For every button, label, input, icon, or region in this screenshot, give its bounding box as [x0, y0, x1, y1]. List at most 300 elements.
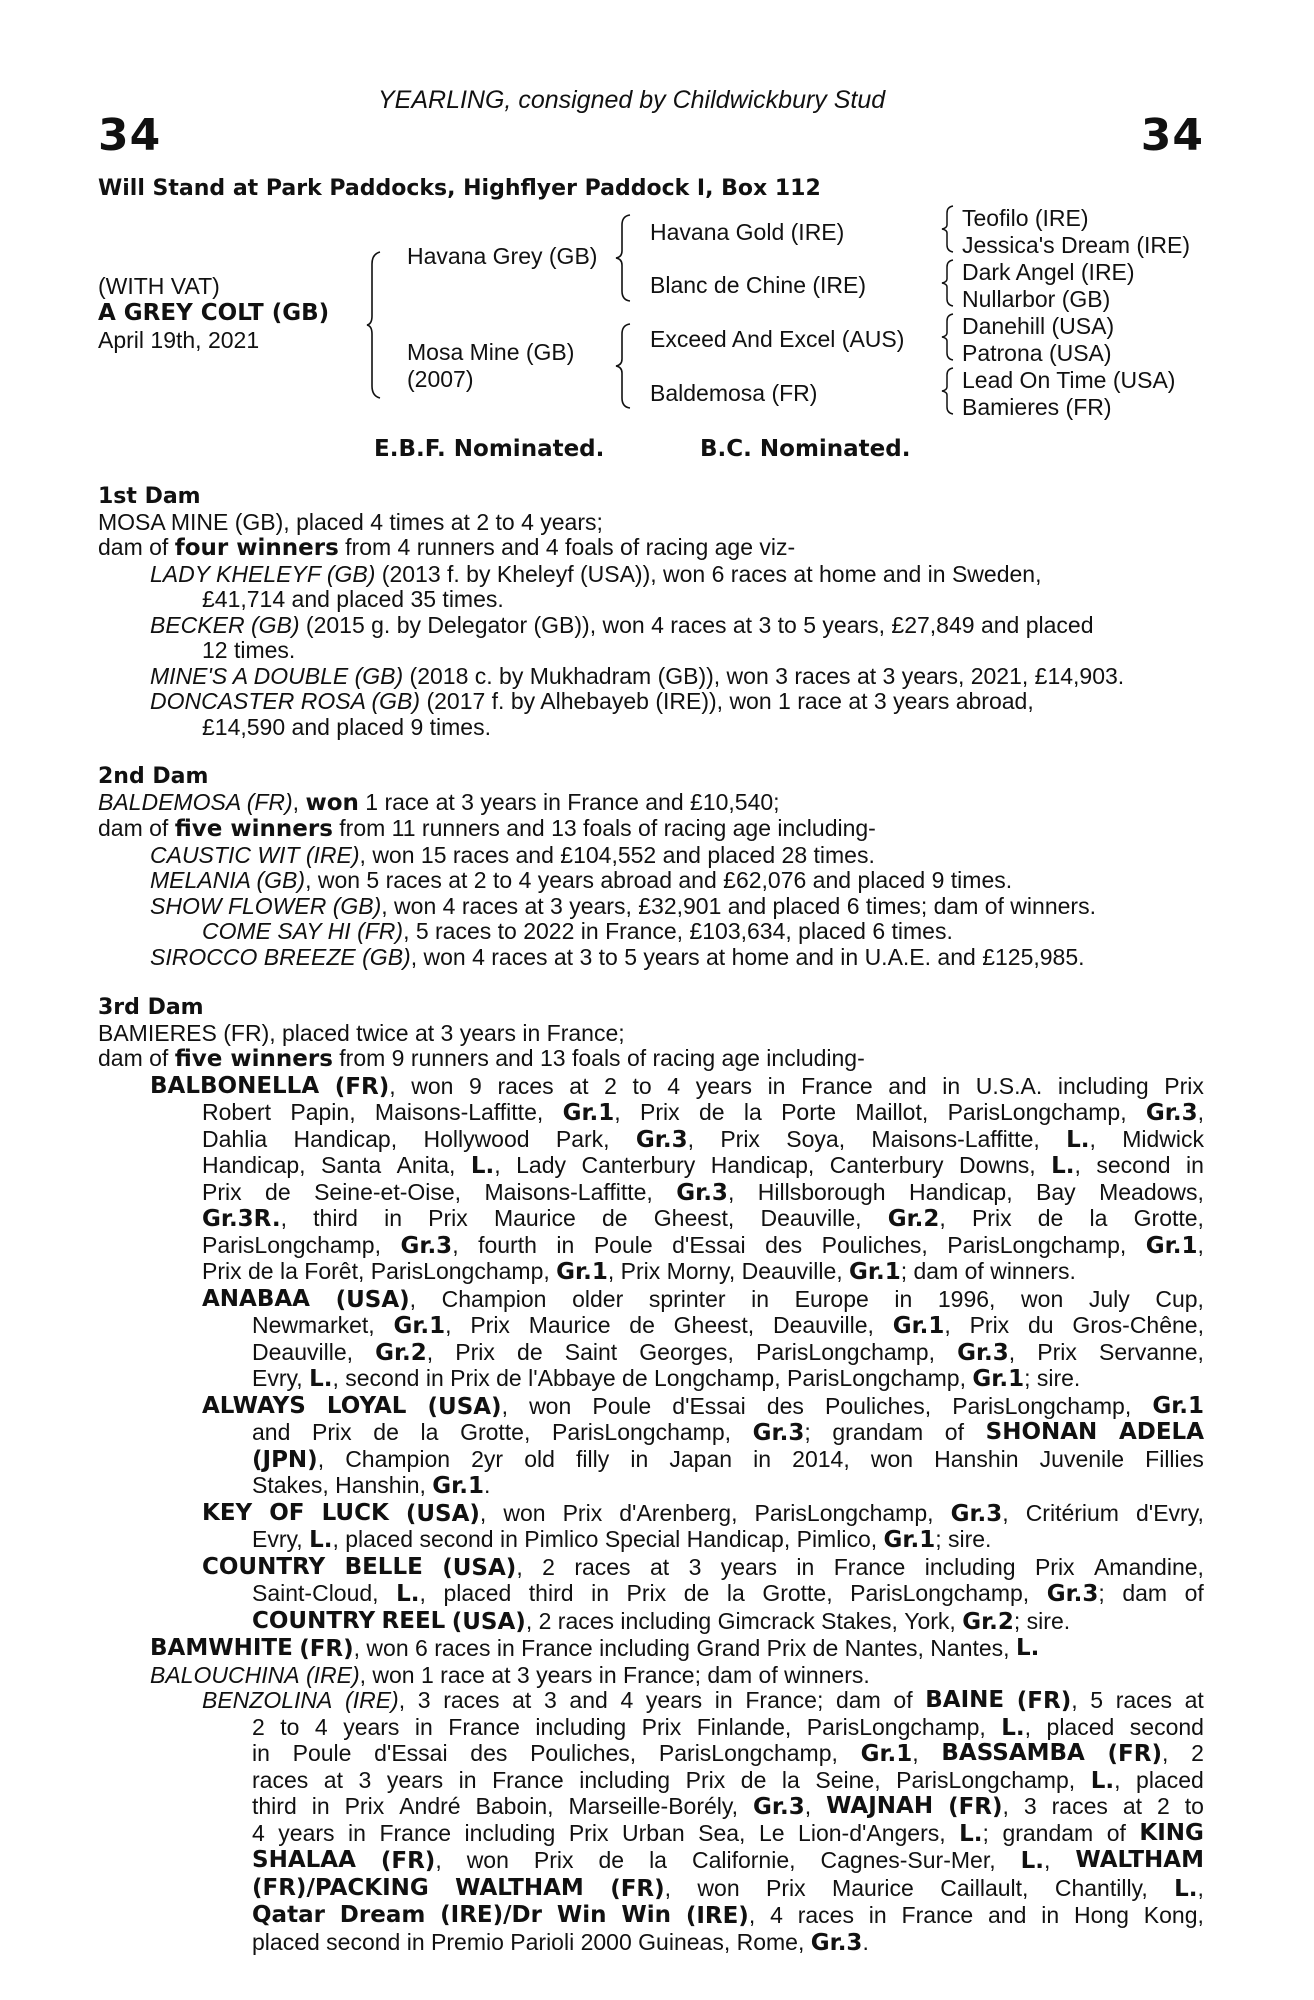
bold-text: ADELA [1118, 1419, 1204, 1445]
text: Pimlico [524, 1526, 599, 1552]
text: 3 [516, 1661, 530, 1688]
text: , [727, 1178, 735, 1205]
text: years [536, 1661, 593, 1688]
text: Deauville, [741, 1258, 843, 1284]
text: won [1021, 1285, 1064, 1312]
bold-text: L. [1015, 1635, 1040, 1661]
text-group [252, 1447, 324, 1474]
text: de [683, 1580, 710, 1606]
produce-entry: LADY KHELEYF (GB) (2013 f. by Kheleyf (USA)), won 6 races at home and in Sweden, [150, 560, 1042, 587]
text: dam [1122, 1580, 1168, 1606]
text: de [698, 1099, 725, 1125]
text-group [1001, 1715, 1031, 1742]
text: Pouliches, [821, 1231, 928, 1258]
text: in [767, 1072, 786, 1099]
text: Forêt, [304, 1258, 365, 1284]
bold-text: (FR)/PACKING [252, 1874, 429, 1901]
bold-text: L. [1090, 1767, 1115, 1794]
text: ; [804, 1419, 811, 1445]
text: , [1002, 1499, 1009, 1526]
text: Maurice [832, 1874, 914, 1901]
text: 3 [688, 1553, 702, 1580]
bold-text: L. [396, 1581, 420, 1607]
text: Meadows, [1099, 1178, 1204, 1205]
text: in [714, 1687, 733, 1713]
bold-text: Gr.2 [887, 1206, 940, 1232]
text: Stakes, [821, 1607, 898, 1634]
produce-line [98, 1259, 1204, 1286]
produce-line [98, 1715, 1204, 1742]
text: Prix [202, 1178, 242, 1205]
text-group [1091, 1768, 1121, 1795]
text: , [398, 1687, 406, 1713]
text: Guineas, [638, 1928, 731, 1955]
text-group [471, 1153, 501, 1180]
text: ParisLongchamp, [947, 1231, 1127, 1258]
text: Californie, [691, 1847, 796, 1873]
text: des [765, 1231, 803, 1258]
produce-line [98, 1500, 1204, 1528]
text: years [386, 1766, 444, 1793]
text-group [202, 1206, 287, 1233]
text: Newmarket, [252, 1312, 375, 1338]
text: , [332, 1526, 339, 1552]
text: in [598, 1661, 617, 1688]
bold-text: Gr.3 [400, 1232, 453, 1259]
text: , [1197, 1099, 1204, 1125]
text-group [336, 1287, 416, 1314]
text: Seine, [815, 1766, 881, 1793]
text: Evry, [252, 1526, 303, 1552]
text: Seine-et-Oise, [314, 1178, 462, 1205]
text-group [406, 1501, 486, 1528]
text: race [440, 1661, 485, 1688]
text: , [426, 1338, 434, 1365]
pedigree-brace-main [366, 250, 386, 400]
text: 2014, [792, 1445, 850, 1472]
text: at [1184, 1687, 1204, 1713]
text-group [396, 1581, 426, 1608]
bold-text: Qatar [252, 1902, 325, 1928]
text: Pouliches, [825, 1392, 932, 1419]
text: ; [1013, 1607, 1021, 1634]
text: Prix [428, 1205, 468, 1231]
text: , [687, 1125, 694, 1152]
bold-text: Gr.1 [432, 1473, 484, 1499]
text: including [924, 1553, 1016, 1580]
bold-text: SHALAA [252, 1847, 356, 1873]
text: Deauville, [772, 1312, 874, 1338]
text: Lady [516, 1152, 566, 1178]
pedigree-sd: Blanc de Chine (IRE) [650, 272, 867, 298]
text: , [1162, 1740, 1169, 1766]
text: France [833, 1553, 906, 1580]
text: Prix [639, 1099, 680, 1125]
produce-entry-cont: £41,714 and placed 35 times. [202, 586, 504, 612]
text: winners. [784, 1661, 870, 1688]
text: la [726, 1580, 745, 1606]
text: Prix [455, 1338, 495, 1365]
text: Premio [431, 1928, 504, 1955]
text: 2 [538, 1607, 552, 1634]
text: Handicap, [293, 1125, 398, 1152]
text: Hollywood [423, 1125, 530, 1152]
text: second [419, 1526, 494, 1552]
text: ParisLongchamp, [787, 1365, 966, 1391]
text: d'Arenberg, [619, 1499, 738, 1526]
text: dam [836, 1687, 881, 1713]
text: Downs, [958, 1152, 1036, 1178]
text: ParisLongchamp, [658, 1740, 838, 1766]
text: sire. [1026, 1607, 1071, 1634]
text: Poule [593, 1231, 653, 1258]
text: Prix [1164, 1072, 1204, 1099]
text-group [959, 1821, 989, 1848]
bold-text: Gr.3 [957, 1339, 1009, 1366]
text: , [494, 1152, 501, 1178]
text: years [695, 1072, 752, 1099]
text: won [503, 1499, 546, 1526]
text: placed [345, 1526, 414, 1552]
text: , [501, 1392, 508, 1419]
bold-text: OF [269, 1499, 305, 1526]
text: Marseille-Borély, [568, 1793, 739, 1819]
first-dam-produce-summary: dam of four winners from 4 runners and 4 foals of racing age viz- [98, 534, 796, 561]
bold-text: Gr.2 [962, 1608, 1014, 1635]
text-group [1146, 1233, 1204, 1260]
text-group [432, 1473, 490, 1500]
text: Grand [696, 1635, 761, 1661]
text-group [1051, 1153, 1081, 1180]
text: d'Essai [672, 1392, 746, 1419]
text: ; [935, 1526, 942, 1552]
text: Grotte, [460, 1419, 531, 1445]
bold-text: BALBONELLA [150, 1072, 320, 1099]
text: , [419, 1580, 426, 1606]
bold-text: L. [1066, 1126, 1090, 1153]
text: la [649, 1847, 667, 1873]
text-group [1021, 1848, 1051, 1875]
text: Critérium [1025, 1499, 1119, 1526]
bold-text: ALWAYS [202, 1392, 306, 1419]
text: 3 [358, 1766, 372, 1793]
text: Prix [202, 1258, 242, 1284]
text: third [313, 1205, 358, 1231]
text: Prix [626, 1580, 667, 1606]
text: la [1089, 1205, 1108, 1231]
text: 5 [1090, 1687, 1104, 1713]
bold-text: (FR) [948, 1794, 1003, 1820]
text: , [1024, 1713, 1032, 1740]
produce-line [98, 1768, 1204, 1795]
text: Anita, [396, 1152, 456, 1178]
text: dam [913, 1258, 959, 1284]
text: winners. [990, 1258, 1076, 1284]
bold-text: COUNTRY [202, 1553, 326, 1580]
bold-text: Gr.3 [753, 1794, 805, 1820]
text: York, [904, 1607, 956, 1634]
text-group [686, 1903, 755, 1930]
text: , [516, 1553, 523, 1580]
text-group [452, 1609, 532, 1636]
text: , [445, 1312, 452, 1338]
bold-text: KING [1139, 1819, 1204, 1846]
first-dam-summary: MOSA MINE (GB), placed 4 times at 2 to 4 years; [98, 508, 603, 535]
text-group [610, 1876, 671, 1903]
bold-text: Win [621, 1902, 671, 1928]
text: , [664, 1874, 672, 1901]
text: Hillsborough [757, 1178, 886, 1205]
pedigree-sdd: Nullarbor (GB) [962, 286, 1111, 312]
text: , [435, 1847, 442, 1873]
text-group [753, 1420, 811, 1447]
text: , [1114, 1766, 1121, 1793]
text: placed [1046, 1713, 1115, 1740]
produce-line [98, 1100, 1204, 1127]
pedigree-dam-year: (2007) [407, 366, 474, 392]
pedigree-sss: Teofilo (IRE) [962, 205, 1089, 231]
text: de [601, 1205, 628, 1231]
text: Canterbury [581, 1152, 696, 1178]
bold-text: Gr.1 [883, 1527, 936, 1553]
text-group [428, 1394, 508, 1421]
text: grandam [832, 1419, 924, 1445]
produce-entry: SHOW FLOWER (GB), won 4 races at 3 years, £32,901 and placed 6 times; dam of winners. [150, 892, 1096, 919]
text: Maillot, [855, 1099, 929, 1125]
second-dam-section [98, 764, 1204, 970]
text: 4 [314, 1713, 328, 1740]
text: of [758, 1661, 778, 1688]
pedigree-sds: Dark Angel (IRE) [962, 259, 1135, 285]
text: , [944, 1312, 951, 1338]
text: races [574, 1553, 631, 1580]
third-dam-summary: BAMIERES (FR), placed twice at 3 years in France; [98, 1019, 625, 1046]
text: Prix [766, 1874, 806, 1901]
text: races [557, 1607, 615, 1634]
bold-text: (FR) [1107, 1741, 1162, 1767]
second-dam-heading: 2nd Dam [98, 764, 209, 789]
third-dam-produce-list [98, 1073, 1204, 1957]
pedigree-ss: Havana Gold (IRE) [650, 219, 845, 245]
bold-text: BASSAMBA [941, 1740, 1085, 1766]
text: in [868, 1902, 887, 1928]
pedigree-ddd: Bamieres (FR) [962, 394, 1112, 420]
produce-line [98, 1473, 1204, 1500]
text: Maisons-Laffitte, [374, 1099, 544, 1125]
ebf-nominated: E.B.F. Nominated. [374, 436, 605, 462]
text: of [893, 1687, 913, 1713]
text: , [614, 1099, 621, 1125]
produce-line [98, 1286, 1204, 1314]
bold-text: WAJNAH [826, 1793, 934, 1819]
pedigree-dss: Danehill (USA) [962, 313, 1115, 339]
text: of [1106, 1819, 1126, 1846]
text-group [884, 1527, 942, 1554]
text: de [629, 1312, 655, 1338]
text: in [252, 1740, 270, 1766]
text: including [579, 1766, 671, 1793]
text: in [458, 1766, 477, 1793]
text: sprinter [648, 1285, 726, 1312]
text-group [556, 1259, 614, 1286]
text: Saint [564, 1338, 618, 1365]
text-group [345, 1688, 405, 1715]
produce-entry: MELANIA (GB), won 5 races at 2 to 4 years abroad and £62,076 and placed 9 times. [150, 867, 1013, 893]
bold-text: Win [556, 1902, 607, 1928]
text: and [252, 1419, 291, 1445]
produce-entry-cont: 12 times. [202, 637, 296, 663]
text: Saint-Cloud, [252, 1580, 379, 1606]
text: second [345, 1365, 420, 1391]
produce-line [98, 1206, 1204, 1233]
text: 4 [770, 1902, 783, 1928]
text: second [1096, 1152, 1171, 1178]
text: races [434, 1635, 491, 1661]
bc-nominated: B.C. Nominated. [700, 436, 911, 462]
text: and [888, 1072, 927, 1099]
text: Chantilly, [1054, 1874, 1148, 1901]
bold-text: Gr.3 [635, 1126, 688, 1153]
text: . [483, 1472, 491, 1498]
text-group [888, 1206, 946, 1233]
italic-text: BENZOLINA [202, 1687, 333, 1713]
text-group [962, 1609, 1020, 1636]
text: Kong, [1143, 1902, 1204, 1928]
text: Maurice [493, 1205, 576, 1231]
text: Champion [441, 1285, 547, 1312]
text: de [517, 1338, 543, 1365]
text: 4 [620, 1687, 634, 1713]
third-dam-produce-summary: dam of five winners from 9 runners and 13 foals of racing age including- [98, 1045, 865, 1072]
text: Europe [794, 1285, 869, 1312]
text: grandam [1002, 1819, 1094, 1846]
bold-text: Gr.1 [972, 1366, 1025, 1392]
bold-text: BELLE [344, 1553, 423, 1580]
text: Prix [533, 1847, 574, 1873]
bold-text: Gr.3 [810, 1929, 863, 1956]
produce-line [98, 1635, 1204, 1663]
text: 4 [667, 1072, 681, 1099]
text: won [529, 1392, 572, 1419]
text: including [599, 1635, 690, 1661]
text: won [366, 1635, 409, 1661]
text: 4 [252, 1819, 265, 1846]
bold-text: (USA) [405, 1500, 480, 1527]
text: Handicap, [686, 1526, 791, 1552]
text: France [521, 1635, 593, 1661]
bold-text: BAINE [925, 1687, 1005, 1713]
text: Gheest, [653, 1205, 735, 1231]
horse-name: A GREY COLT (GB) [98, 300, 330, 326]
text: , [525, 1607, 533, 1634]
text: des [470, 1740, 508, 1766]
text: d'Evry, [1136, 1499, 1204, 1526]
pedigree-brace-g3-2 [940, 258, 956, 308]
text: Park, [555, 1125, 610, 1152]
text: Longchamp, [654, 1365, 781, 1391]
text: ; [1098, 1580, 1105, 1606]
text: old [524, 1445, 555, 1472]
pedigree-brace-g3-4 [940, 366, 956, 416]
produce-line [98, 1233, 1204, 1260]
produce-entry: MINE'S A DOUBLE (GB) (2018 c. by Mukhadram (GB)), won 3 races at 3 years, 2021, £14,903. [150, 662, 1125, 689]
text: Grotte, [762, 1580, 833, 1606]
bold-text: Gr.1 [562, 1100, 615, 1126]
bold-text: (USA) [335, 1286, 410, 1313]
text: Parioli [510, 1928, 575, 1955]
text-group [753, 1794, 811, 1821]
text: , [332, 1365, 339, 1391]
produce-line [98, 1180, 1204, 1207]
text: , [353, 1635, 361, 1661]
text-group [893, 1313, 951, 1340]
text: ; [900, 1258, 908, 1284]
text: including [1057, 1072, 1149, 1099]
bold-text: (JPN) [252, 1446, 318, 1473]
text: 1996, [937, 1285, 996, 1312]
text: in [556, 1231, 575, 1258]
text: Hanshin [934, 1445, 1019, 1472]
text: filly [576, 1445, 610, 1472]
text: in [384, 1205, 402, 1231]
produce-line [98, 1340, 1204, 1367]
text: ; [982, 1819, 989, 1846]
text: older [572, 1285, 624, 1312]
text: Pouliches, [530, 1740, 637, 1766]
text: de [1037, 1205, 1064, 1231]
text: Grotte, [1133, 1205, 1204, 1231]
text-group [1108, 1741, 1169, 1768]
text: Bay [1036, 1178, 1076, 1205]
text: France; [623, 1661, 701, 1688]
text-group [563, 1100, 621, 1127]
text: in [942, 1072, 961, 1099]
bold-text: (IRE) [685, 1903, 749, 1929]
text: placed [252, 1928, 320, 1955]
text: Canterbury [829, 1152, 944, 1178]
text-group [676, 1180, 734, 1207]
text: Prix [562, 1499, 603, 1526]
text: Gros-Chêne, [1072, 1312, 1204, 1338]
pedigree-ssd: Jessica's Dream (IRE) [962, 232, 1191, 258]
bold-text: L. [1020, 1848, 1044, 1874]
text: de [622, 1365, 648, 1391]
pedigree-ds: Exceed And Excel (AUS) [650, 326, 905, 352]
text: Nantes, [930, 1635, 1010, 1661]
lot-number-right: 34 [1140, 110, 1204, 161]
text: Robert [202, 1099, 272, 1125]
text: won [411, 1072, 454, 1099]
text: Nantes, [844, 1635, 924, 1661]
text-group [299, 1636, 360, 1663]
text: , [1002, 1793, 1009, 1819]
bold-text: Dream [339, 1902, 426, 1928]
text-group [401, 1233, 459, 1260]
text: second [326, 1928, 401, 1955]
text: France; [745, 1687, 824, 1713]
text: in [630, 1445, 649, 1472]
text: , [1044, 1847, 1051, 1873]
text: Maisons-Laffitte, [484, 1178, 653, 1205]
second-dam-produce-summary: dam of five winners from 11 runners and 13 foals of racing age including- [98, 815, 876, 842]
consignment-line: YEARLING, consigned by Childwickbury Stud [378, 86, 886, 114]
bold-text: Gr.1 [860, 1741, 913, 1767]
text: Champion [345, 1445, 451, 1472]
produce-line [98, 1393, 1204, 1421]
text: in [753, 1445, 772, 1472]
text: Maurice [528, 1312, 611, 1338]
text: races [797, 1902, 854, 1928]
